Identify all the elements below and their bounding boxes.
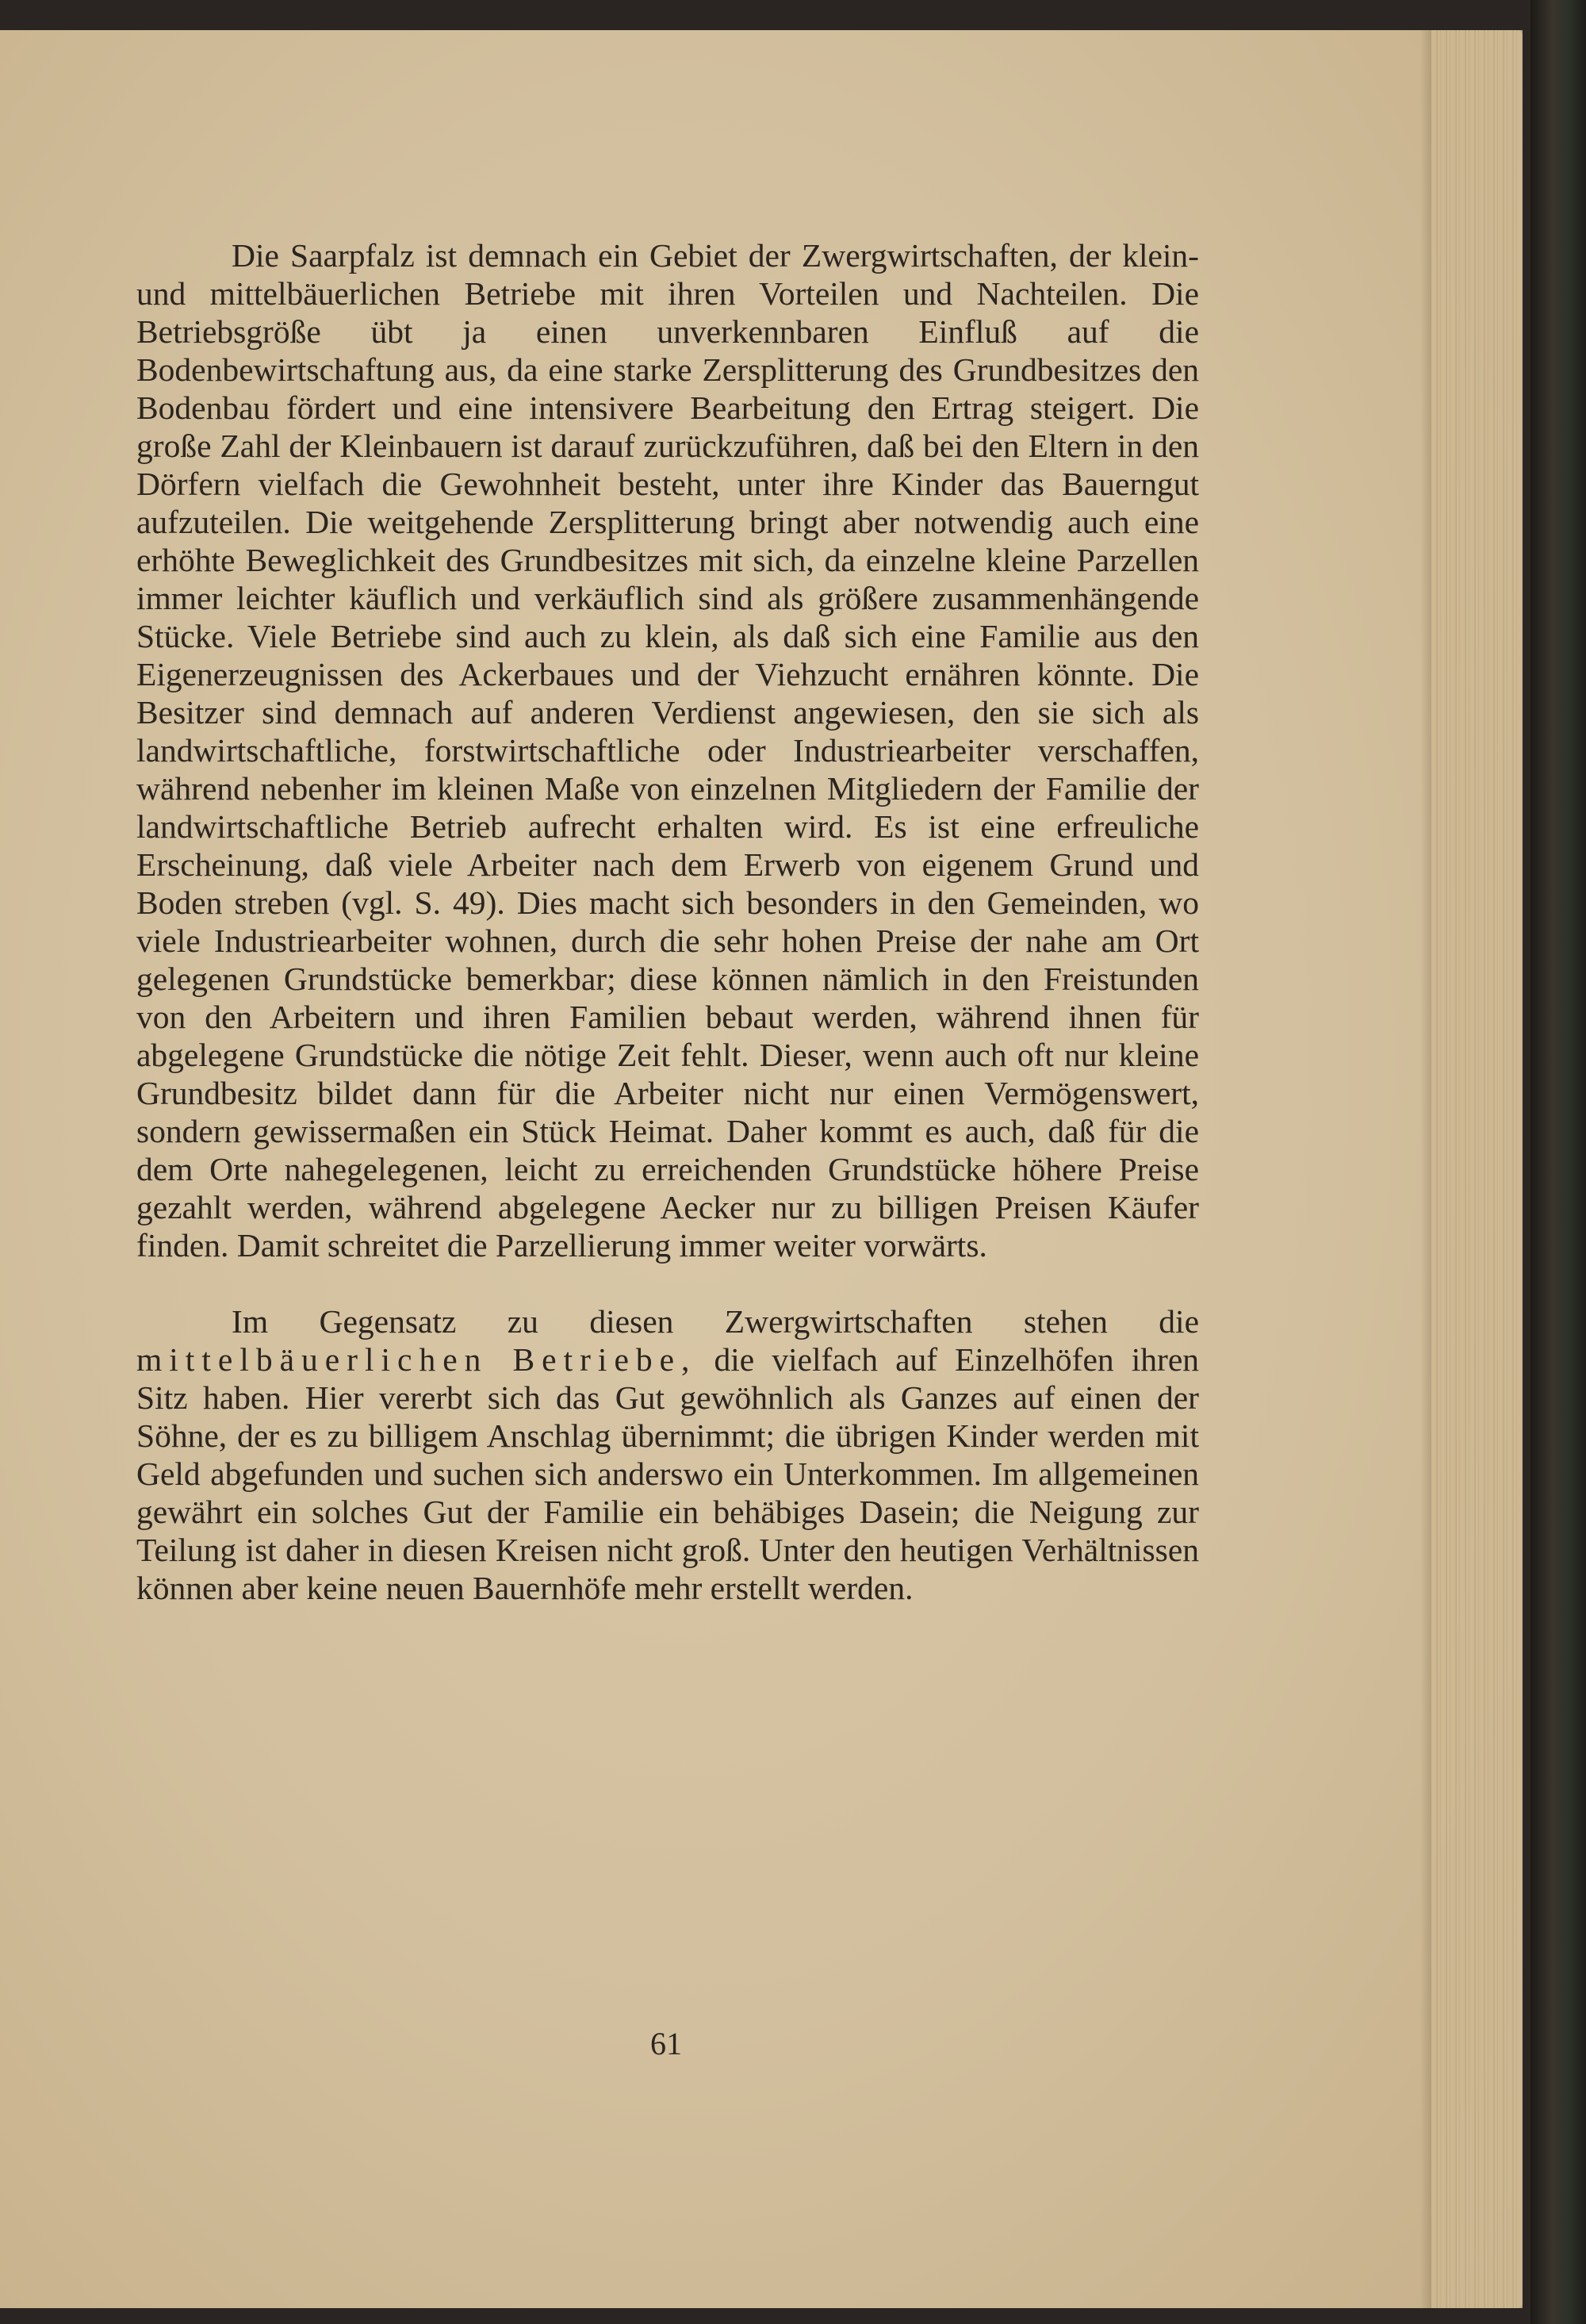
paragraph-2-rest: die vielfach auf Einzelhöfen ihren Sitz haben. Hier vererbt sich das Gut gewöhnlich als Ganzes auf einen der Söhne, der es zu billigem Anschlag übernimmt; die übrigen Kinder werden mit Geld abgefunden und suchen sich anderswo ein Unterkommen. Im allgemeinen gewährt ein solches Gut der Familie ein behäbiges Dasein; die Neigung zur Teilung ist daher in diesen Kreisen nicht groß. Unter den heutigen Verhältnissen können aber keine neuen Bauernhöfe mehr erstellt werden. [136,1341,1200,1606]
body-text [136,236,1199,1607]
page-number: 61 [650,2026,682,2061]
paragraph-2-emphasis: mittelbäuerlichen Betriebe, [136,1341,697,1378]
paragraph-2-lead: Im Gegensatz zu diesen Zwergwirtschaften stehen die [232,1303,1199,1340]
book-binding [1530,0,1586,2324]
paragraph-1: Die Saarpfalz ist demnach ein Gebiet der Zwergwirtschaften, der klein- und mittelbäuerlichen Betriebe mit ihren Vorteilen und Nachteilen. Die Betriebsgröße übt ja einen unverkennbaren Einfluß auf die Bodenbewirtschaftung aus, da eine starke Zersplitterung des Grundbesitzes den Bodenbau fördert und eine intensivere Bearbeitung den Ertrag steigert. Die große Zahl der Kleinbauern ist darauf zurückzuführen, daß bei den Eltern in den Dörfern vielfach die Gewohnheit besteht, unter ihre Kinder das Bauerngut aufzuteilen. Die weitgehende Zersplitterung bringt aber notwendig auch eine erhöhte Beweglichkeit des Grundbesitzes mit sich, da einzelne kleine Parzellen immer leichter käuflich und verkäuflich sind als größere zusammenhängende Stücke. Viele Betriebe sind auch zu klein, als daß sich eine Familie aus den Eigenerzeugnissen des Ackerbaues und der Viehzucht ernähren könnte. Die Besitzer sind demnach auf anderen Verdienst angewiesen, den sie sich als landwirtschaftliche, forstwirtschaftliche oder Industriearbeiter verschaffen, während nebenher im kleinen Maße von einzelnen Mitgliedern der Familie der landwirtschaftliche Betrieb aufrecht erhalten wird. Es ist eine erfreuliche Erscheinung, daß viele Arbeiter nach dem Erwerb von eigenem Grund und Boden streben (vgl. S. 49). Dies macht sich besonders in den Gemeinden, wo viele Industriearbeiter wohnen, durch die sehr hohen Preise der nahe am Ort gelegenen Grundstücke bemerkbar; diese können nämlich in den Freistunden von den Arbeitern und ihren Familien bebaut werden, während ihnen für abgelegene Grundstücke die nötige Zeit fehlt. Dieser, wenn auch oft nur kleine Grundbesitz bildet dann für die Arbeiter nicht nur einen Vermögenswert, sondern gewissermaßen ein Stück Heimat. Daher kommt es auch, daß für die dem Orte nahegelegenen, leicht zu erreichenden Grundstücke höhere Preise gezahlt werden, während abgelegene Aecker nur zu billigen Preisen Käufer finden. Damit schreitet die Parzellierung immer weiter vorwärts. [136,237,1199,1264]
paragraph-2 [136,1302,1199,1607]
page-edges [1431,30,1523,2308]
